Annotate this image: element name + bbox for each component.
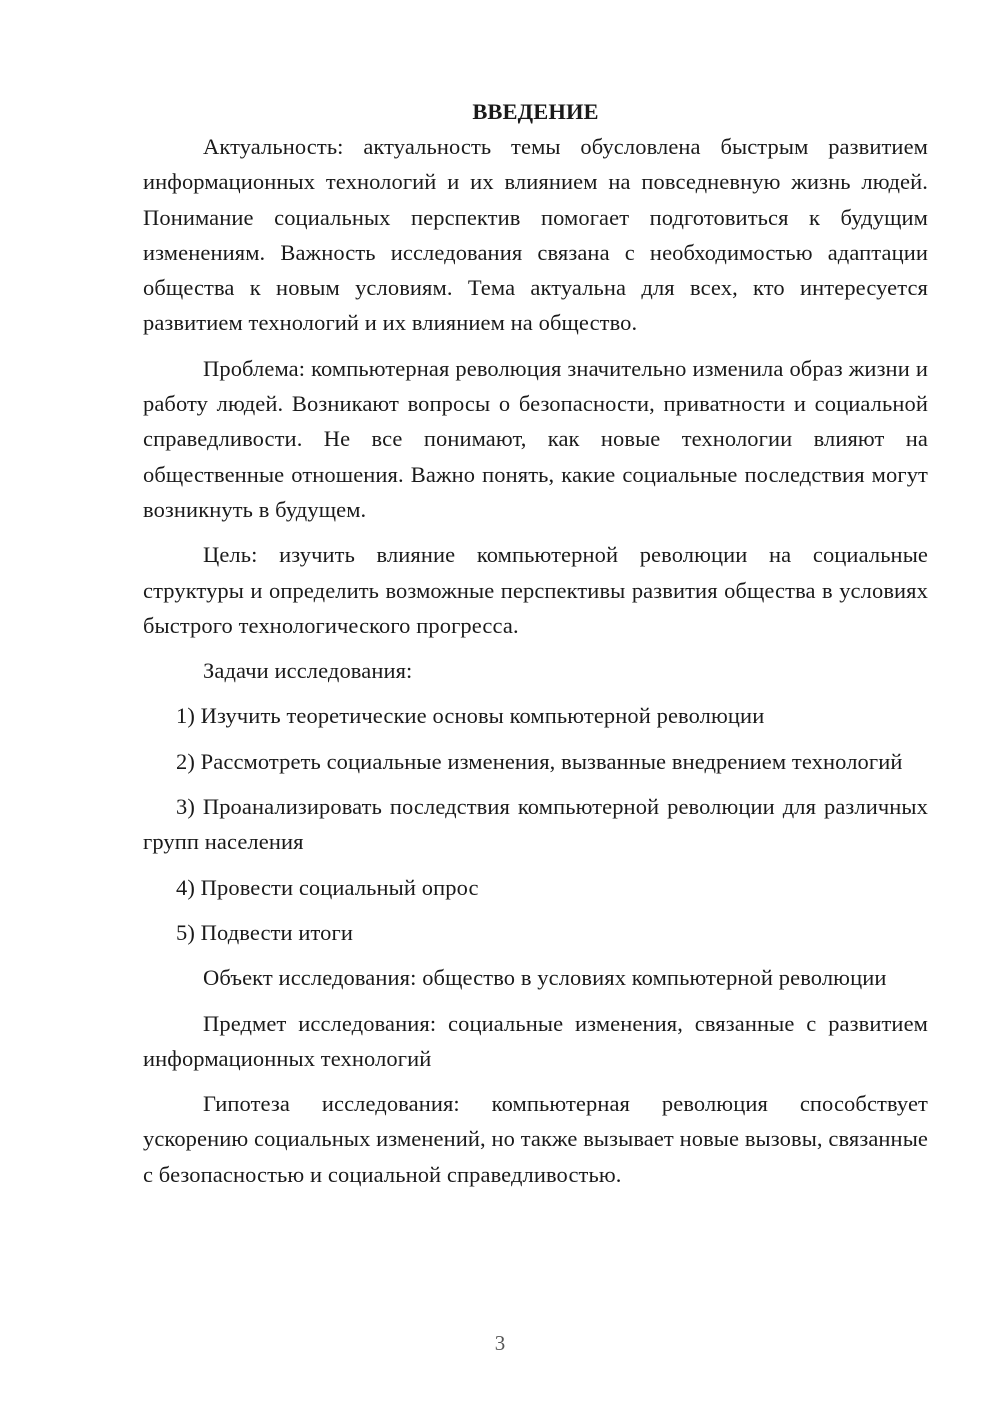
task-item-1: 1) Изучить теоретические основы компьютерной революции: [176, 703, 765, 729]
goal-paragraph: Цель: изучить влияние компьютерной революции на социальные структуры и определить возможные перспективы развития общества в условиях быстрого технологического прогресса.: [143, 542, 928, 638]
object-paragraph: Объект исследования: общество в условиях компьютерной революции: [203, 965, 887, 991]
task-item-5: 5) Подвести итоги: [176, 919, 353, 945]
task-item-2: 2) Рассмотреть социальные изменения, вызванные внедрением технологий: [176, 748, 903, 774]
page-number: 3: [494, 1331, 506, 1355]
section-heading: ВВЕДЕНИЕ: [472, 99, 599, 124]
page-content: [143, 94, 928, 1192]
tasks-heading: Задачи исследования:: [203, 658, 413, 684]
task-item-4: 4) Провести социальный опрос: [176, 874, 479, 900]
relevance-paragraph: Актуальность: актуальность темы обусловлена быстрым развитием информационных технологий и их влиянием на повседневную жизнь людей. Понимание социальных перспектив помогает подготовиться к будущим изменениям. Важность исследования связана с необходимостью адаптации общества к новым условиям. Тема актуальна для всех, кто интересуется развитием технологий и их влиянием на общество.: [143, 134, 928, 336]
problem-paragraph: Проблема: компьютерная революция значительно изменила образ жизни и работу людей. Возникают вопросы о безопасности, приватности и социальной справедливости. Не все понимают, как новые технологии влияют на общественные отношения. Важно понять, какие социальные последствия могут возникнуть в будущем.: [143, 355, 928, 522]
task-item-3: 3) Проанализировать последствия компьютерной революции для различных групп населения: [143, 794, 928, 855]
subject-paragraph: Предмет исследования: социальные изменения, связанные с развитием информационных технологий: [143, 1010, 928, 1071]
hypothesis-paragraph: Гипотеза исследования: компьютерная революция способствует ускорению социальных изменений, но также вызывает новые вызовы, связанные с безопасностью и социальной справедливостью.: [143, 1091, 928, 1187]
